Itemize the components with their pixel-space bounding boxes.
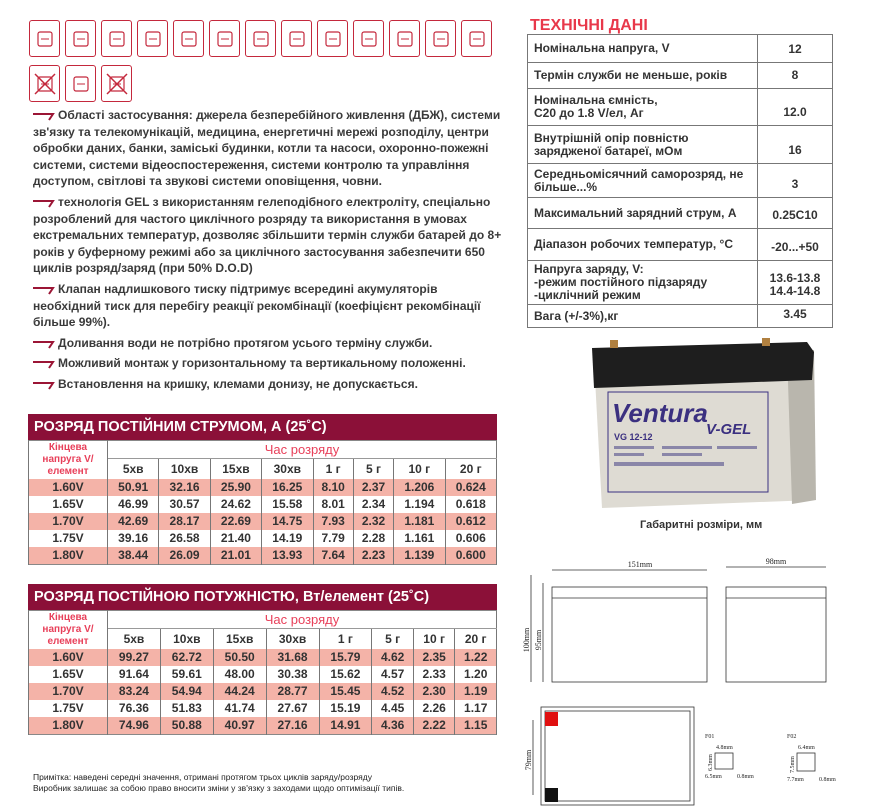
cell-value: 2.26 [413, 700, 455, 717]
boat-icon [461, 20, 492, 57]
dimension-drawing [522, 545, 875, 805]
cell-value: 2.37 [353, 479, 393, 496]
tech-data-table [527, 34, 833, 328]
battery-series: V-GEL [706, 421, 752, 438]
column-header: 1 г [313, 459, 353, 480]
dimensions-caption: Габаритні розміри, мм [640, 519, 763, 531]
cell-value: 26.09 [159, 547, 210, 565]
cell-value: 2.34 [353, 496, 393, 513]
feature-text: Можливий монтаж у горизонтальному та вертикальному положенні. [58, 356, 466, 371]
bullet-arrow-icon [33, 112, 55, 120]
length-label: 151mm [627, 560, 653, 569]
column-header: 10 г [394, 459, 445, 480]
end-voltage: 1.75V [29, 530, 108, 547]
cell-value: 26.58 [159, 530, 210, 547]
feature-list [33, 107, 503, 397]
horizontal-vertical-mount-icon [65, 65, 96, 102]
end-voltage: 1.80V [29, 547, 108, 565]
cell-value: 31.68 [266, 649, 319, 666]
tech-label: Напруга заряду, V: -режим постійного підзаряду -циклічний режим [528, 261, 758, 305]
f01-height: 6.3mm [708, 754, 714, 771]
cell-value: 14.91 [319, 717, 372, 735]
cell-value: 24.62 [210, 496, 261, 513]
f01-thickness: 0.8mm [737, 774, 754, 780]
cell-value: 15.45 [319, 683, 372, 700]
column-header: 5хв [108, 459, 159, 480]
cell-value: 28.77 [266, 683, 319, 700]
f02-base: 7.7mm [787, 777, 804, 783]
column-header: 5 г [372, 629, 414, 650]
tech-label: Максимальний зарядний струм, А [528, 198, 758, 229]
cell-value: 28.17 [159, 513, 210, 530]
column-header: 30хв [262, 459, 313, 480]
cell-value: 15.58 [262, 496, 313, 513]
f01-width: 4.8mm [716, 745, 733, 751]
tech-data-title: ТЕХНІЧНІ ДАНІ [530, 17, 648, 34]
feature-item [33, 355, 503, 372]
column-header: 1 г [319, 629, 372, 650]
time-header: Час розряду [108, 441, 497, 459]
cell-value: 1.194 [394, 496, 445, 513]
cell-value: 14.75 [262, 513, 313, 530]
column-header: 5хв [108, 629, 161, 650]
cell-value: 1.22 [455, 649, 497, 666]
end-voltage: 1.70V [29, 513, 108, 530]
bank-icon [209, 20, 240, 57]
tech-value: 3.45 [758, 305, 833, 328]
cell-value: 59.61 [160, 666, 213, 683]
cctv-camera-icon [353, 20, 384, 57]
cell-value: 7.79 [313, 530, 353, 547]
time-header: Час розряду [108, 611, 497, 629]
footnote-line: Примітка: наведені середні значення, отримані протягом трьох циклів заряду/розряду [33, 772, 372, 782]
end-voltage: 1.75V [29, 700, 108, 717]
cell-value: 0.612 [445, 513, 496, 530]
cell-value: 8.10 [313, 479, 353, 496]
table-row [29, 683, 497, 700]
cell-value: 0.618 [445, 496, 496, 513]
satellite-dish-icon [65, 20, 96, 57]
cell-value: 0.606 [445, 530, 496, 547]
tech-value: 0.25С10 [758, 198, 833, 229]
feature-item [33, 107, 503, 190]
cell-value: 0.624 [445, 479, 496, 496]
ups-icon [29, 20, 60, 57]
width-label: 98mm [765, 557, 787, 566]
column-header: 30хв [266, 629, 319, 650]
table-title: РОЗРЯД ПОСТІЙНОЮ ПОТУЖНІСТЮ, Вт/елемент (25˚С) [28, 584, 497, 610]
cell-value: 8.01 [313, 496, 353, 513]
cell-value: 4.62 [372, 649, 414, 666]
cell-value: 7.93 [313, 513, 353, 530]
tech-row [528, 164, 833, 198]
row-header: Кінцева напруга V/елемент [29, 611, 108, 650]
f01-label: F01 [705, 734, 715, 740]
column-header: 15хв [213, 629, 266, 650]
tech-value: 13.6-13.8 14.4-14.8 [758, 261, 833, 305]
feature-item [33, 194, 503, 277]
cell-value: 1.20 [455, 666, 497, 683]
tech-label: Діапазон робочих температур, °С [528, 229, 758, 261]
bullet-arrow-icon [33, 340, 55, 348]
cell-value: 30.38 [266, 666, 319, 683]
medical-icon [101, 20, 132, 57]
cell-value: 50.50 [213, 649, 266, 666]
tech-row [528, 229, 833, 261]
cell-value: 50.91 [108, 479, 159, 496]
cell-value: 51.83 [160, 700, 213, 717]
tech-value: 12.0 [758, 89, 833, 126]
battery-photo [582, 340, 822, 510]
row-header: Кінцева напруга V/елемент [29, 441, 108, 480]
column-header: 10 г [413, 629, 455, 650]
cell-value: 2.23 [353, 547, 393, 565]
cell-value: 74.96 [108, 717, 161, 735]
column-header: 10хв [159, 459, 210, 480]
end-voltage: 1.65V [29, 496, 108, 513]
terminal-spacing-label: 79mm [524, 749, 533, 771]
feature-text: технологія GEL з використанням гелеподібного електроліту, спеціально розроблений для частого циклічного розряду та використання в умовах екстремальних температур, дозволяє збільшити термін служби батарей до 8+ років у буферному режимі або за циклічного застосування забезпечити 650 циклів розряд/заряд (при 50% D.O.D) [33, 194, 502, 276]
cell-value: 54.94 [160, 683, 213, 700]
column-header: 20 г [445, 459, 496, 480]
cell-value: 44.24 [213, 683, 266, 700]
tech-label: Вага (+/-3%),кг [528, 305, 758, 328]
tech-row [528, 305, 833, 328]
cell-value: 21.01 [210, 547, 261, 565]
cell-value: 2.28 [353, 530, 393, 547]
no-upside-down-install-icon [101, 65, 132, 102]
cell-value: 21.40 [210, 530, 261, 547]
cell-value: 4.36 [372, 717, 414, 735]
cell-value: 27.67 [266, 700, 319, 717]
battery-model: VG 12-12 [614, 432, 653, 442]
cell-value: 91.64 [108, 666, 161, 683]
access-control-door-icon [389, 20, 420, 57]
cell-value: 0.600 [445, 547, 496, 565]
cell-value: 2.32 [353, 513, 393, 530]
cell-value: 40.97 [213, 717, 266, 735]
tech-value: 16 [758, 126, 833, 164]
tech-label: Середньомісячний саморозряд, не більше...% [528, 164, 758, 198]
end-voltage: 1.60V [29, 479, 108, 496]
tech-row [528, 89, 833, 126]
table-row [29, 496, 497, 513]
cell-value: 4.57 [372, 666, 414, 683]
feature-text: Клапан надлишкового тиску підтримує всередині акумуляторів необхідний тиск для перебігу реакції рекомбінації (коефіцієнт рекомбінації більше 99%). [33, 281, 481, 330]
footnote-line: Виробник залишає за собою право вносити зміни у зв'язку з заходами щодо оптимізації типів. [33, 783, 405, 793]
cell-value: 22.69 [210, 513, 261, 530]
cell-value: 2.33 [413, 666, 455, 683]
alarm-siren-icon [425, 20, 456, 57]
bullet-arrow-icon [33, 286, 55, 294]
table-row [29, 479, 497, 496]
cell-value: 42.69 [108, 513, 159, 530]
house-icon [245, 20, 276, 57]
cell-value: 46.99 [108, 496, 159, 513]
feature-text: Області застосування: джерела безперебійного живлення (ДБЖ), системи зв'язку та телекомунікацій, медицина, енергетичні мережі розподілу, центри обробки даних, банки, заміські будинки, котли та насоси, охоронно-пожежні системи, системи відеоспостереження, системи контролю та управління доступом, світлові та звукові системи оповіщення, човни. [33, 108, 501, 189]
footnote [33, 772, 404, 794]
cell-value: 15.62 [319, 666, 372, 683]
table-row [29, 666, 497, 683]
column-header: 10хв [160, 629, 213, 650]
power-tower-icon [137, 20, 168, 57]
cell-value: 76.36 [108, 700, 161, 717]
tech-label: Номінальна ємність, С20 до 1.8 V/ел, Аг [528, 89, 758, 126]
tech-value: 3 [758, 164, 833, 198]
table-title: РОЗРЯД ПОСТІЙНИМ СТРУМОМ, А (25˚С) [28, 414, 497, 440]
cell-value: 25.90 [210, 479, 261, 496]
table-row [29, 513, 497, 530]
f02-width: 6.4mm [798, 745, 815, 751]
cell-value: 30.57 [159, 496, 210, 513]
cell-value: 1.181 [394, 513, 445, 530]
cell-value: 1.206 [394, 479, 445, 496]
tech-row [528, 126, 833, 164]
cell-value: 50.88 [160, 717, 213, 735]
table-row [29, 649, 497, 666]
column-header: 5 г [353, 459, 393, 480]
height-case-label: 95mm [534, 629, 543, 651]
constant-power-discharge-table [28, 584, 497, 735]
end-voltage: 1.65V [29, 666, 108, 683]
cell-value: 48.00 [213, 666, 266, 683]
no-water-refill-icon [29, 65, 60, 102]
cell-value: 13.93 [262, 547, 313, 565]
tech-value: 12 [758, 35, 833, 63]
cell-value: 4.52 [372, 683, 414, 700]
cell-value: 7.64 [313, 547, 353, 565]
cell-value: 1.139 [394, 547, 445, 565]
f01-base: 6.5mm [705, 774, 722, 780]
battery-brand: Ventura [612, 398, 708, 428]
cell-value: 1.15 [455, 717, 497, 735]
cell-value: 27.16 [266, 717, 319, 735]
column-header: 20 г [455, 629, 497, 650]
table-row [29, 700, 497, 717]
bullet-arrow-icon [33, 199, 55, 207]
table-row [29, 717, 497, 735]
cell-value: 2.22 [413, 717, 455, 735]
end-voltage: 1.80V [29, 717, 108, 735]
cell-value: 38.44 [108, 547, 159, 565]
f02-thickness: 0.8mm [819, 777, 836, 783]
tech-row [528, 35, 833, 63]
cell-value: 14.19 [262, 530, 313, 547]
tech-label: Внутрішній опір повністю зарядженої батареї, мОм [528, 126, 758, 164]
bullet-arrow-icon [33, 381, 55, 389]
cell-value: 41.74 [213, 700, 266, 717]
fire-alarm-icon [317, 20, 348, 57]
cell-value: 62.72 [160, 649, 213, 666]
f02-label: F02 [787, 734, 797, 740]
cell-value: 39.16 [108, 530, 159, 547]
tech-label: Номінальна напруга, V [528, 35, 758, 63]
cell-value: 1.17 [455, 700, 497, 717]
cell-value: 1.161 [394, 530, 445, 547]
feature-text: Доливання води не потрібно протягом усього терміну служби. [58, 335, 433, 350]
data-center-icon [173, 20, 204, 57]
cell-value: 15.79 [319, 649, 372, 666]
f02-height: 7.5mm [790, 756, 796, 773]
cell-value: 2.35 [413, 649, 455, 666]
cell-value: 15.19 [319, 700, 372, 717]
feature-item [33, 335, 503, 352]
feature-text: Встановлення на кришку, клемами донизу, не допускається. [58, 376, 418, 391]
table-row [29, 530, 497, 547]
cell-value: 83.24 [108, 683, 161, 700]
column-header: 15хв [210, 459, 261, 480]
tech-row [528, 261, 833, 305]
cell-value: 4.45 [372, 700, 414, 717]
bullet-arrow-icon [33, 360, 55, 368]
constant-current-discharge-table [28, 414, 497, 565]
tech-row [528, 198, 833, 229]
tech-label: Термін служби не меньше, років [528, 63, 758, 89]
end-voltage: 1.60V [29, 649, 108, 666]
cell-value: 32.16 [159, 479, 210, 496]
table-row [29, 547, 497, 565]
height-total-label: 100mm [522, 627, 531, 653]
tech-value: 8 [758, 63, 833, 89]
cell-value: 99.27 [108, 649, 161, 666]
cell-value: 2.30 [413, 683, 455, 700]
cell-value: 1.19 [455, 683, 497, 700]
pump-valve-icon [281, 20, 312, 57]
tech-row [528, 63, 833, 89]
feature-item [33, 281, 503, 331]
cell-value: 16.25 [262, 479, 313, 496]
feature-item [33, 376, 503, 393]
end-voltage: 1.70V [29, 683, 108, 700]
tech-value: -20...+50 [758, 229, 833, 261]
